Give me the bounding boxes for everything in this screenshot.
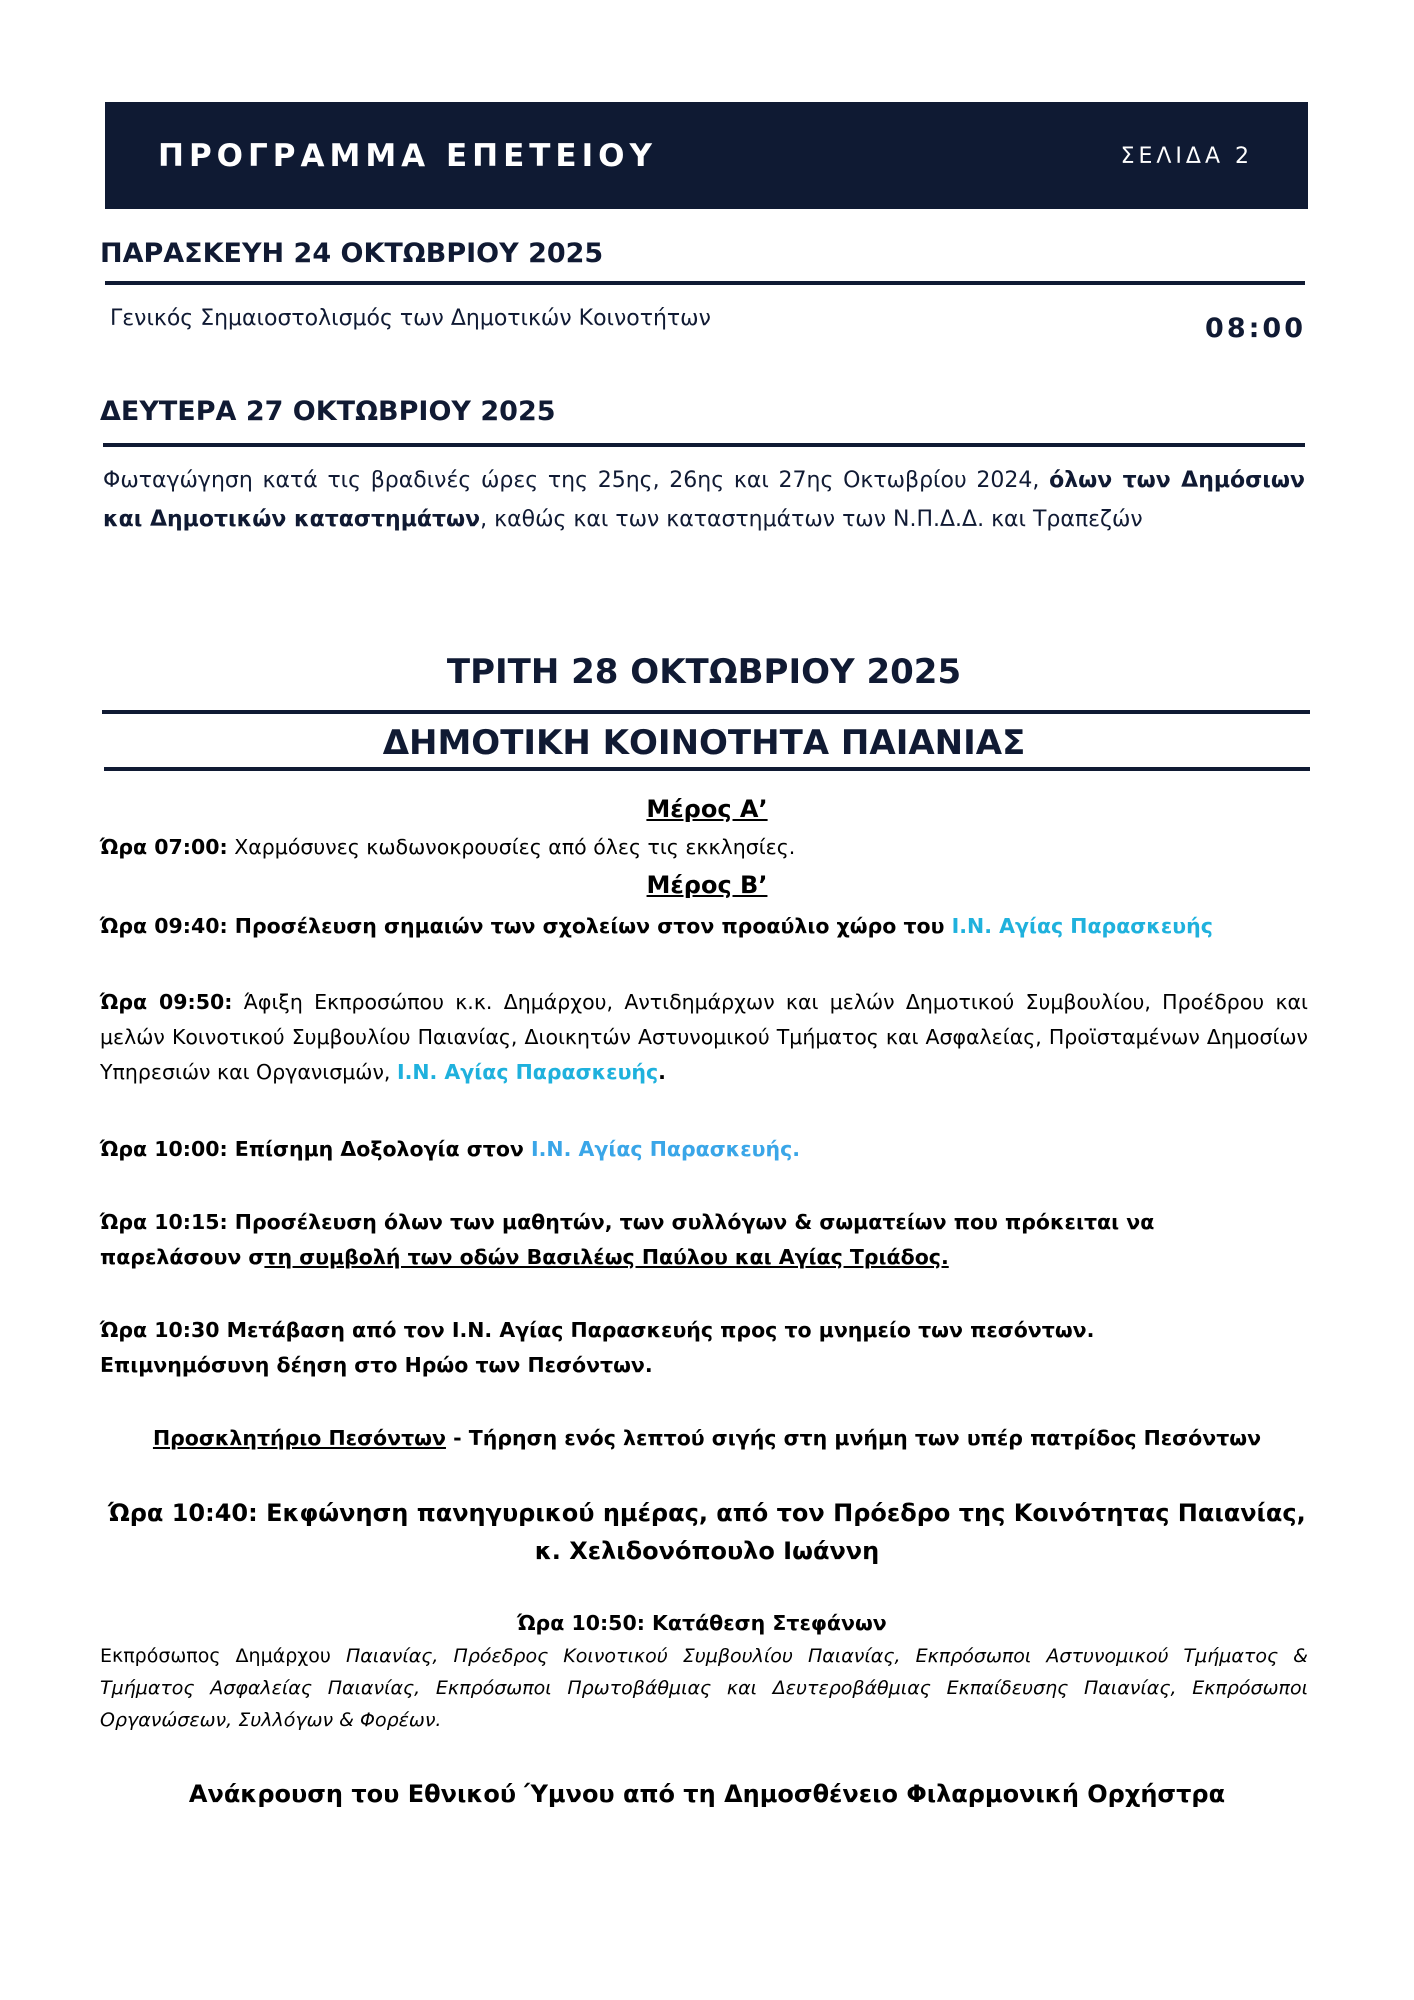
- item-1050-heading: Ώρα 10:50: Κατάθεση Στεφάνων: [517, 1611, 887, 1635]
- friday-rule: [105, 281, 1305, 285]
- item-0700: Ώρα 07:00: Χαρμόσυνες κωδωνοκρουσίες από όλες τις εκκλησίες.: [100, 835, 796, 859]
- tuesday-rule-1: [102, 710, 1310, 714]
- tuesday-heading: ΤΡΙΤΗ 28 ΟΚΤΩΒΡΙΟΥ 2025: [446, 652, 962, 692]
- monday-heading: ΔΕΥΤΕΡΑ 27 ΟΚΤΩΒΡΙΟΥ 2025: [100, 396, 556, 427]
- item-1030: Ώρα 10:30 Μετάβαση από τον Ι.Ν. Αγίας Παρασκευής προς το μνημείο των πεσόντων. Επιμνημόσυνη δέηση στο Ηρώο των Πεσόντων.: [100, 1318, 1095, 1377]
- church-link: Ι.Ν. Αγίας Παρασκευής.: [531, 1137, 801, 1161]
- friday-heading: ΠΑΡΑΣΚΕΥΗ 24 ΟΚΤΩΒΡΙΟΥ 2025: [100, 238, 604, 269]
- friday-event: Γενικός Σημαιοστολισμός των Δημοτικών Κοινοτήτων: [110, 306, 711, 331]
- item-0940: Ώρα 09:40: Προσέλευση σημαιών των σχολείων στον προαύλιο χώρο του Ι.Ν. Αγίας Παρασκευής: [100, 914, 1213, 938]
- item-0950: Ώρα 09:50: Άφιξη Εκπροσώπου κ.κ. Δημάρχου, Αντιδημάρχων και μελών Δημοτικού Συμβουλίου, Προέδρου και μελών Κοινοτικού Συμβουλίου Παιανίας, Διοικητών Αστυνομικού Τμήματος και Ασφαλείας, Προϊσταμένων Δημοσίων Υπηρεσιών και Οργανισμών, Ι.Ν. Αγίας Παρασκευής.: [100, 990, 1308, 1084]
- church-link: Ι.Ν. Αγίας Παρασκευής: [396, 1060, 659, 1084]
- monday-bold-text: όλων των Δημόσιων και Δημοτικών καταστημάτων: [103, 468, 1305, 532]
- page-number: ΣΕΛΙΔΑ 2: [1120, 144, 1253, 169]
- monday-text: Φωταγώγηση κατά τις βραδινές ώρες της 25ης, 26ης και 27ης Οκτωβρίου 2024, όλων των Δημόσιων και Δημοτικών καταστημάτων, καθώς και των καταστημάτων των Ν.Π.Δ.Δ. και Τραπεζών: [103, 468, 1305, 532]
- community-heading: ΔΗΜΟΤΙΚΗ ΚΟΙΝΟΤΗΤΑ ΠΑΙΑΝΙΑΣ: [382, 723, 1026, 763]
- item-1040: Ώρα 10:40: Εκφώνηση πανηγυρικού ημέρας, από τον Πρόεδρο της Κοινότητας Παιανίας, κ. Χελιδονόπουλο Ιωάννη: [108, 1499, 1306, 1565]
- monday-rule: [103, 443, 1305, 447]
- part-a-heading: Μέρος Α’: [646, 795, 768, 823]
- item-1015: Ώρα 10:15: Προσέλευση όλων των μαθητών, των συλλόγων & σωματείων που πρόκειται να παρελάσουν στη συμβολή των οδών Βασιλέως Παύλου και Αγίας Τριάδος.: [100, 1210, 1155, 1269]
- church-link: Ι.Ν. Αγίας Παρασκευής: [951, 914, 1213, 938]
- item-1000: Ώρα 10:00: Επίσημη Δοξολογία στον Ι.Ν. Αγίας Παρασκευής.: [100, 1137, 801, 1161]
- anthem: Ανάκρουση του Εθνικού Ύμνου από τη Δημοσθένειο Φιλαρμονική Ορχήστρα: [188, 1780, 1226, 1808]
- header-band: [105, 102, 1308, 209]
- tuesday-rule-2: [104, 767, 1310, 771]
- meeting-point: τη συμβολή των οδών Βασιλέως Παύλου και Αγίας Τριάδος.: [264, 1245, 949, 1269]
- item-1050-text: Εκπρόσωπος Δημάρχου Παιανίας, Πρόεδρος Κοινοτικού Συμβουλίου Παιανίας, Εκπρόσωποι Αστυνομικού Τμήματος & Τμήματος Ασφαλείας Παιανίας, Εκπρόσωποι Πρωτοβάθμιας και Δευτεροβάθμιας Εκπαίδευσης Παιανίας, Εκπρόσωποι Οργανώσεων, Συλλόγων & Φορέων.: [100, 1645, 1308, 1731]
- page-title: ΠΡΟΓΡΑΜΜΑ ΕΠΕΤΕΙΟΥ: [158, 138, 657, 174]
- roll-call: Προσκλητήριο Πεσόντων - Τήρηση ενός λεπτού σιγής στη μνήμη των υπέρ πατρίδος Πεσόντων: [152, 1426, 1262, 1450]
- friday-time: 08:00: [1205, 313, 1306, 344]
- part-b-heading: Μέρος Β’: [646, 871, 768, 899]
